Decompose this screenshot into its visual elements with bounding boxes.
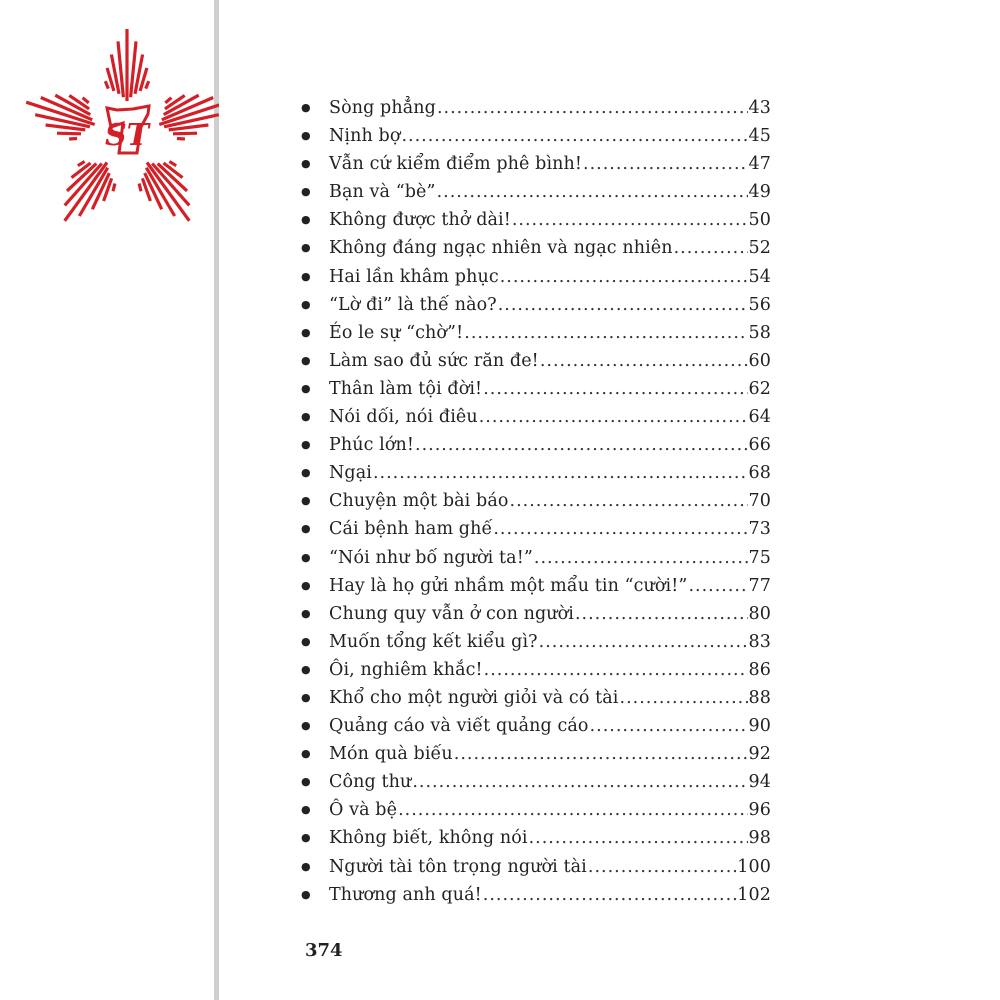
logo-ray <box>173 133 197 134</box>
bullet-icon: ● <box>301 185 311 199</box>
dot-leader <box>373 463 748 483</box>
dot-leader <box>401 126 747 146</box>
toc-entry <box>301 857 771 885</box>
toc-entry <box>301 519 771 547</box>
dot-leader <box>484 660 748 680</box>
dot-leader <box>498 295 748 315</box>
toc-entry-title: Khổ cho một người giỏi và có tài <box>329 687 619 708</box>
bullet-icon: ● <box>301 129 311 143</box>
toc-entry-page: 45 <box>748 126 771 147</box>
dot-leader <box>674 238 748 258</box>
toc-entry-title: Chuyện một bài báo <box>329 491 509 512</box>
toc-entry-title: Muốn tổng kết kiểu gì? <box>329 631 538 652</box>
toc-entry <box>301 98 771 126</box>
dot-leader <box>412 772 747 792</box>
toc-entry-title: Hay là họ gửi nhầm một mẩu tin “cười!” <box>329 575 688 596</box>
bullet-icon: ● <box>301 381 311 395</box>
bullet-icon: ● <box>301 775 311 789</box>
toc-entry-title: Ô và bệ <box>329 800 398 821</box>
toc-entry <box>301 885 771 913</box>
toc-entry <box>301 267 771 295</box>
logo-center <box>105 106 152 153</box>
toc-entry-title: Bạn và “bè” <box>329 182 436 203</box>
toc-entry-title: Cái bệnh ham ghế <box>329 519 493 540</box>
toc-entry <box>301 744 771 772</box>
toc-entry-page: 77 <box>748 575 771 596</box>
bullet-icon: ● <box>301 494 311 508</box>
dot-leader <box>590 716 748 736</box>
toc-entry-title: Ôi, nghiêm khắc! <box>329 659 483 680</box>
dot-leader <box>588 857 736 877</box>
toc-entry-title: Éo le sự “chờ”! <box>329 322 464 343</box>
toc-entry-title: Người tài tôn trọng người tài <box>329 856 587 877</box>
logo-text: ST <box>105 118 149 153</box>
bullet-icon: ● <box>301 634 311 648</box>
toc-entry-page: 60 <box>748 350 771 371</box>
bullet-icon: ● <box>301 690 311 704</box>
toc-entry-title: Không biết, không nói <box>329 828 528 849</box>
dot-leader <box>479 407 748 427</box>
bullet-icon: ● <box>301 325 311 339</box>
toc-entry-title: Công thư <box>329 772 412 793</box>
bullet-icon: ● <box>301 241 311 255</box>
bullet-icon: ● <box>301 803 311 817</box>
bullet-icon: ● <box>301 831 311 845</box>
dot-leader <box>398 800 747 820</box>
toc-entry <box>301 660 771 688</box>
toc-entry-page: 98 <box>748 828 771 849</box>
logo-ray <box>69 139 77 140</box>
toc-entry-page: 102 <box>737 884 771 905</box>
dot-leader <box>437 98 748 118</box>
toc-entry-title: Món quà biếu <box>329 744 453 765</box>
toc-entry-page: 96 <box>748 800 771 821</box>
toc-entry-page: 68 <box>748 463 771 484</box>
bullet-icon: ● <box>301 353 311 367</box>
book-page <box>219 0 1000 1000</box>
bullet-icon: ● <box>301 157 311 171</box>
dot-leader <box>529 828 748 848</box>
bullet-icon: ● <box>301 269 311 283</box>
toc-entry <box>301 548 771 576</box>
toc-entry <box>301 491 771 519</box>
toc-entry <box>301 295 771 323</box>
logo-ray <box>83 98 89 103</box>
toc-entry <box>301 716 771 744</box>
bullet-icon: ● <box>301 101 311 114</box>
toc-entry-page: 52 <box>748 238 771 259</box>
toc-entry-page: 80 <box>748 603 771 624</box>
bullet-icon: ● <box>301 662 311 676</box>
bullet-icon: ● <box>301 747 311 761</box>
toc-entry-title: Ngại <box>329 463 372 484</box>
dot-leader <box>540 351 748 371</box>
toc-entry-page: 43 <box>748 98 771 118</box>
toc-entry <box>301 463 771 491</box>
toc-entry-page: 92 <box>748 744 771 765</box>
dot-leader <box>620 688 748 708</box>
dot-leader <box>539 632 748 652</box>
dot-leader <box>483 885 737 905</box>
toc-entry <box>301 632 771 660</box>
toc-entry-page: 94 <box>748 772 771 793</box>
dot-leader <box>510 491 748 511</box>
dot-leader <box>454 744 748 764</box>
dot-leader <box>534 548 748 568</box>
toc-entry-page: 90 <box>748 716 771 737</box>
toc-entry <box>301 379 771 407</box>
toc-entry-title: Làm sao đủ sức răn đe! <box>329 350 539 371</box>
logo-ray <box>177 139 185 140</box>
toc-entry-title: “Lờ đi” là thế nào? <box>329 294 497 315</box>
toc-entry-title: Nói dối, nói điêu <box>329 407 478 428</box>
bullet-icon: ● <box>301 213 311 227</box>
toc-entry-title: Không được thở dài! <box>329 210 511 231</box>
toc-entry <box>301 238 771 266</box>
logo-ray <box>78 162 85 166</box>
toc-entry <box>301 800 771 828</box>
toc-entry-title: Hai lần khâm phục <box>329 266 499 287</box>
toc-entry-title: Chung quy vẫn ở con người <box>329 603 574 624</box>
bullet-icon: ● <box>301 466 311 480</box>
toc-entry-page: 86 <box>748 659 771 680</box>
toc-entry <box>301 154 771 182</box>
logo-ray <box>139 184 141 192</box>
toc-entry-page: 49 <box>748 182 771 203</box>
toc-entry-page: 70 <box>748 491 771 512</box>
toc-entry <box>301 407 771 435</box>
toc-entry <box>301 772 771 800</box>
toc-entry <box>301 688 771 716</box>
toc-entry-title: Thân làm tội đời! <box>329 378 483 399</box>
toc-entry-page: 54 <box>748 266 771 287</box>
toc-entry-page: 50 <box>748 210 771 231</box>
toc-entry-title: Không đáng ngạc nhiên và ngạc nhiên <box>329 238 673 259</box>
page-number: 374 <box>305 940 343 961</box>
bullet-icon: ● <box>301 410 311 424</box>
logo-ray <box>105 81 108 88</box>
bullet-icon: ● <box>301 297 311 311</box>
toc-entry-title: Nịnh bợ <box>329 126 401 147</box>
toc-entry-page: 62 <box>748 378 771 399</box>
bullet-icon: ● <box>301 887 311 901</box>
toc-entry <box>301 182 771 210</box>
dot-leader <box>583 154 747 174</box>
toc-entry-page: 66 <box>748 435 771 456</box>
toc-entry <box>301 435 771 463</box>
toc-entry <box>301 126 771 154</box>
bullet-icon: ● <box>301 578 311 592</box>
bullet-icon: ● <box>301 438 311 452</box>
dot-leader <box>437 182 748 202</box>
bullet-icon: ● <box>301 522 311 536</box>
dot-leader <box>493 519 747 539</box>
bullet-icon: ● <box>301 719 311 733</box>
toc-entry-title: Vẫn cứ kiểm điểm phê bình! <box>329 154 583 175</box>
toc-entry <box>301 351 771 379</box>
toc-entry <box>301 323 771 351</box>
table-of-contents <box>301 98 771 913</box>
toc-entry-title: Phúc lớn! <box>329 435 415 456</box>
toc-entry-page: 47 <box>748 154 771 175</box>
toc-entry-title: Quảng cáo và viết quảng cáo <box>329 716 589 737</box>
toc-entry <box>301 828 771 856</box>
toc-entry-title: Thương anh quá! <box>329 884 482 905</box>
toc-entry-page: 73 <box>748 519 771 540</box>
toc-entry <box>301 604 771 632</box>
dot-leader <box>483 379 747 399</box>
toc-entry-page: 83 <box>748 631 771 652</box>
dot-leader <box>500 267 748 287</box>
publisher-logo <box>16 24 238 246</box>
logo-ray <box>165 98 171 103</box>
bullet-icon: ● <box>301 606 311 620</box>
logo-ray <box>169 162 176 166</box>
toc-entry-page: 75 <box>748 547 771 568</box>
toc-entry-page: 100 <box>737 856 771 877</box>
toc-entry-page: 56 <box>748 294 771 315</box>
toc-entry-page: 58 <box>748 322 771 343</box>
toc-entry-page: 64 <box>748 407 771 428</box>
toc-entry-title: “Nói như bố người ta!” <box>329 547 533 568</box>
dot-leader <box>415 435 748 455</box>
dot-leader <box>464 323 747 343</box>
toc-entry-title: Sòng phẳng <box>329 98 436 118</box>
toc-entry <box>301 576 771 604</box>
toc-entry <box>301 210 771 238</box>
logo-ray <box>146 81 149 88</box>
bullet-icon: ● <box>301 550 311 564</box>
dot-leader <box>512 210 748 230</box>
dot-leader <box>575 604 748 624</box>
logo-ray <box>57 133 81 134</box>
toc-entry-page: 88 <box>748 687 771 708</box>
logo-ray <box>113 184 115 192</box>
bullet-icon: ● <box>301 859 311 873</box>
dot-leader <box>688 576 747 596</box>
